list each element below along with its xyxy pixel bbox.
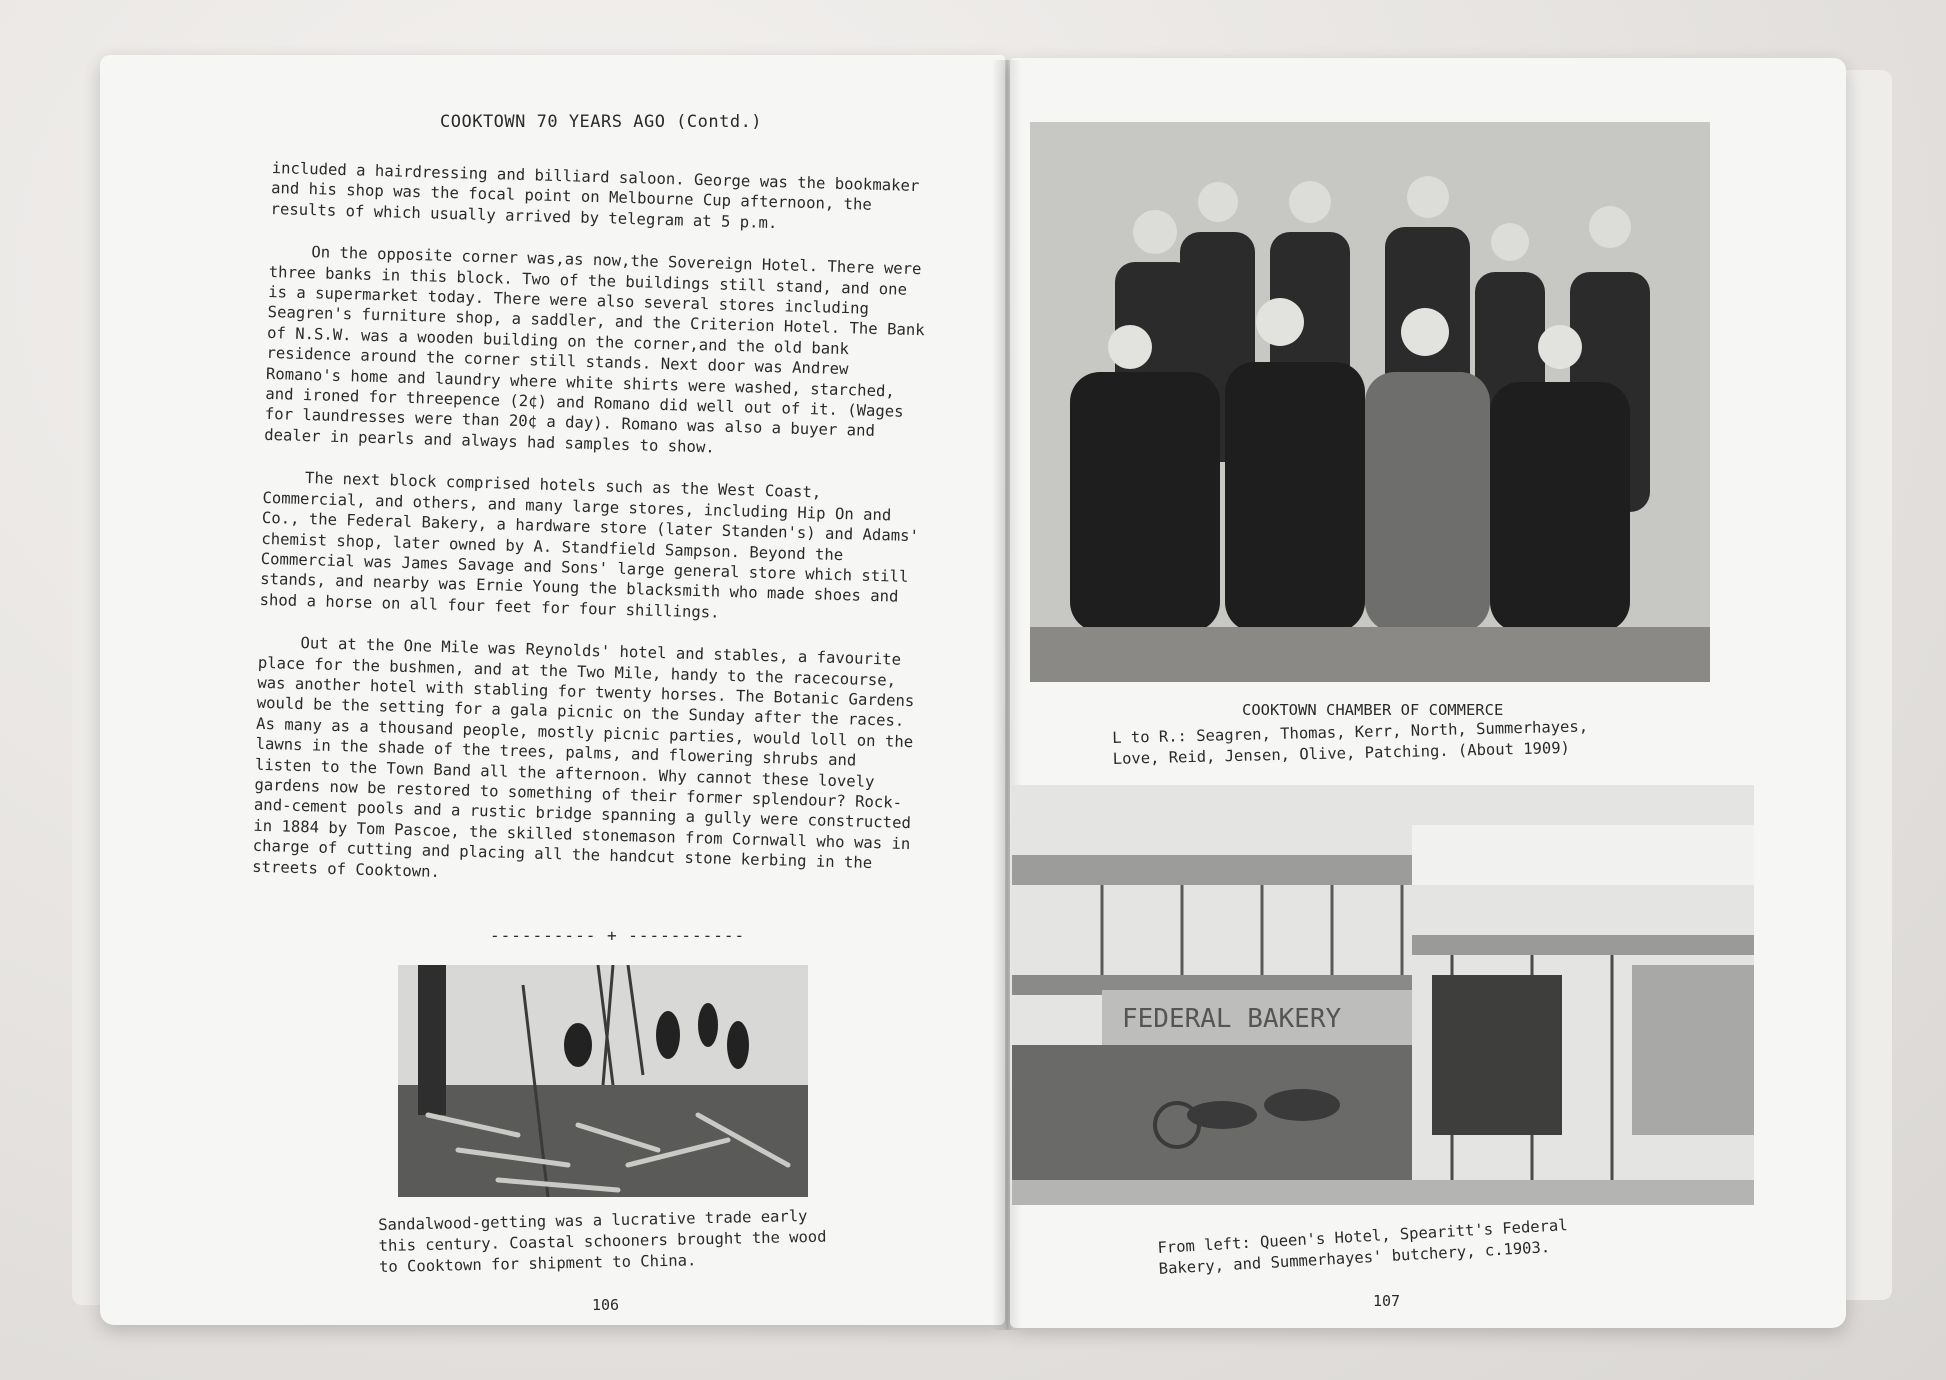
- chamber-photo-caption: L to R.: Seagren, Thomas, Kerr, North, Summerhayes, Love, Reid, Jensen, Olive, Patching. (About 1909): [1112, 717, 1589, 768]
- sandalwood-caption: Sandalwood-getting was a lucrative trade early this century. Coastal schooners brought the wood to Cooktown for shipment to China.: [378, 1207, 827, 1276]
- sandalwood-photo-image: [398, 965, 808, 1197]
- section-divider: ---------- + -----------: [490, 926, 746, 945]
- street-photo: [1012, 785, 1754, 1205]
- sandalwood-photo: [398, 965, 808, 1197]
- paragraph: On the opposite corner was,as now,the Sovereign Hotel. There were three banks in this block. Two of the buildings still stand, and one is a supermarket today. There were also several stores including Seagren's furniture shop, a saddler, and the Criterion Hotel. The Bank of N.S.W. was a wooden building on the corner,and the old bank residence around the corner still stands. Next door was Andrew Romano's home and laundry where white shirts were washed, starched, and ironed for threepence (2¢) and Romano did well out of it. (Wages for laundresses were than 20¢ a day). Romano was also a buyer and dealer in pearls and always had samples to show.: [264, 243, 925, 457]
- street-photo-caption: From left: Queen's Hotel, Spearitt's Federal Bakery, and Summerhayes' butchery, c.1903.: [1157, 1216, 1569, 1278]
- chamber-of-commerce-photo: [1030, 122, 1710, 682]
- body-text: [251, 158, 931, 917]
- paragraph: Out at the One Mile was Reynolds' hotel and stables, a favourite place for the bushmen, and at the Two Mile, handy to the racecourse, was another hotel with stabling for twenty horses. The Botanic Gardens would be the setting for a gala picnic on the Sunday after the races. As many as a thousand people, mostly picnic parties, would loll on the lawns in the shade of the trees, palms, and flowering shrubs and listen to the Town Band all the afternoon. Why cannot these lovely gardens now be restored to something of their former splendour? Rock-and-cement pools and a rustic bridge spanning a gully were constructed in 1884 by Tom Pascoe, the skilled stonemason from Cornwall who was in charge of cutting and placing all the handcut stone kerbing in the streets of Cooktown.: [251, 634, 915, 881]
- bakery-sign-text: FEDERAL BAKERY: [1122, 1004, 1342, 1034]
- paragraph: The next block comprised hotels such as the West Coast, Commercial, and others, and many large stores, including Hip On and Co., the Federal Bakery, a hardware store (later Standen's) and Adams' chemist shop, later owned by A. Standfield Sampson. Beyond the Commercial was James Savage and Sons' large general store which still stands, and nearby was Ernie Young the blacksmith who made shoes and shod a horse on all four feet for four shillings.: [259, 469, 920, 622]
- chamber-photo-image: [1030, 122, 1710, 682]
- chamber-photo-title: COOKTOWN CHAMBER OF COMMERCE: [1242, 701, 1504, 719]
- street-photo-image: [1012, 785, 1754, 1205]
- page-number-left: 106: [592, 1296, 620, 1314]
- paragraph: included a hairdressing and billiard saloon. George was the bookmaker and his shop was the focal point on Melbourne Cup afternoon, the results of which usually arrived by telegram at 5 p.m.: [270, 158, 920, 232]
- page-number-right: 107: [1373, 1292, 1401, 1310]
- running-head: COOKTOWN 70 YEARS AGO (Contd.): [440, 112, 763, 132]
